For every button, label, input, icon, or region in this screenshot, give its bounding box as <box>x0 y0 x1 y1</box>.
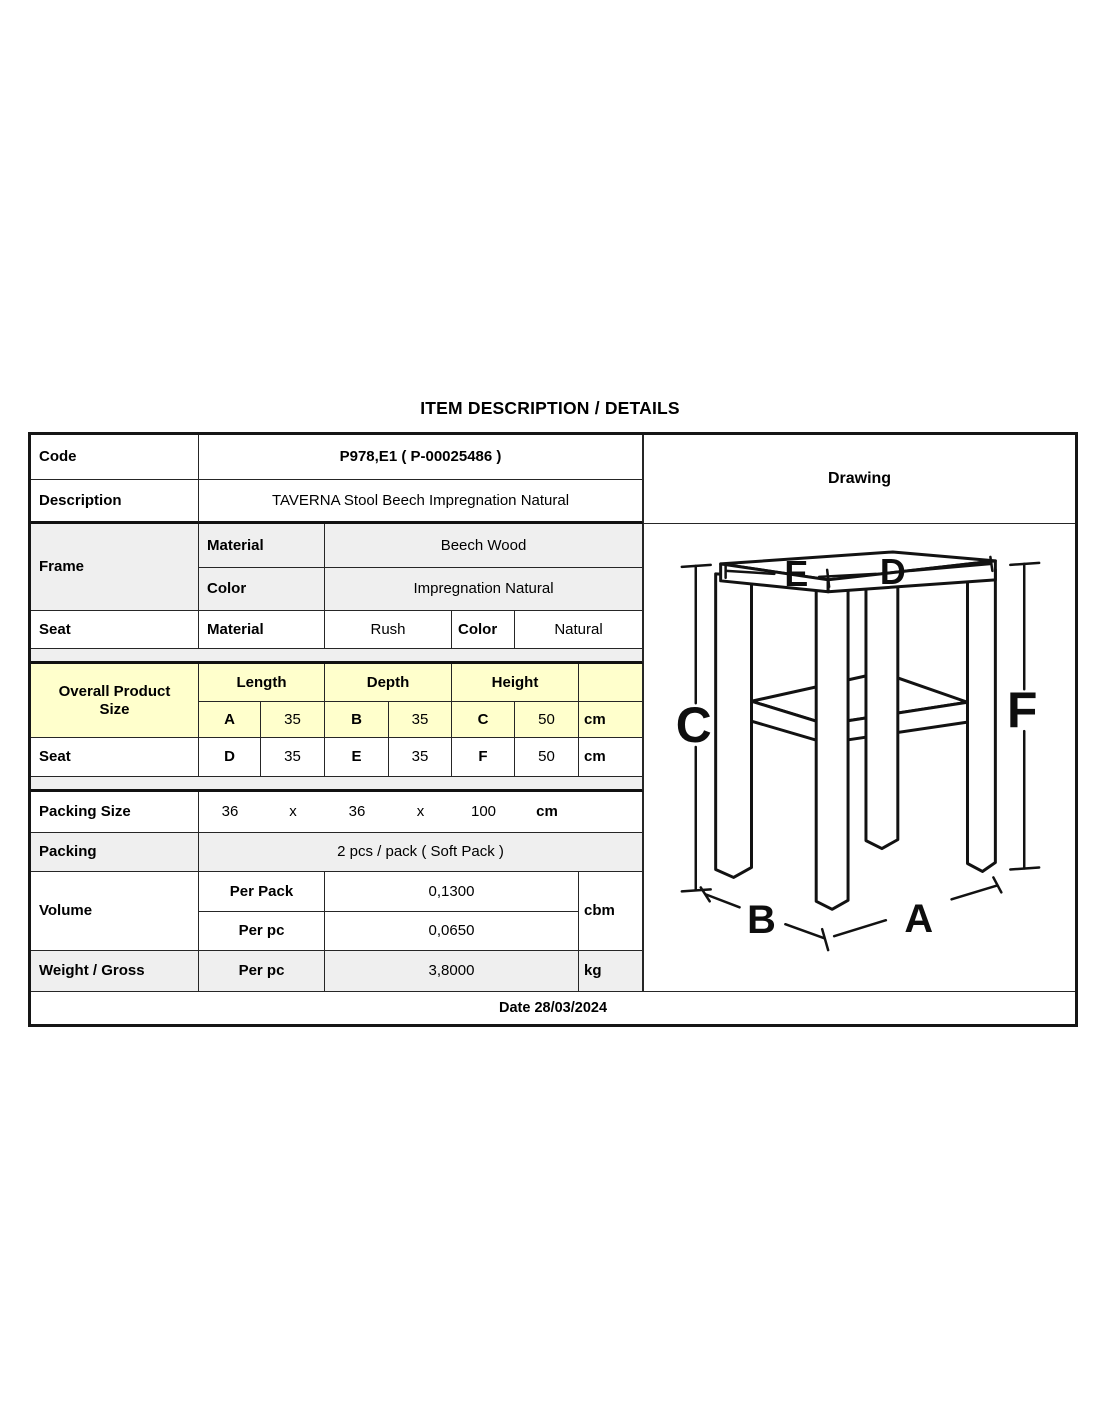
page-title: ITEM DESCRIPTION / DETAILS <box>420 398 680 418</box>
packing-size-unit: cm <box>515 792 579 833</box>
volume-per-pack-label: Per Pack <box>199 872 325 912</box>
dim-label-f: F <box>1007 682 1038 739</box>
packing-size-dim1: 36 <box>199 792 261 833</box>
volume-per-pc-value: 0,0650 <box>325 912 579 951</box>
stool-back-leg <box>866 556 898 849</box>
size-c-value: 50 <box>515 702 579 738</box>
packing-value: 2 pcs / pack ( Soft Pack ) <box>199 833 643 872</box>
weight-unit: kg <box>579 951 643 992</box>
frame-material-label: Material <box>199 524 325 568</box>
frame-material-value: Beech Wood <box>325 524 643 568</box>
packing-size-dim3: 100 <box>452 792 515 833</box>
drawing-area <box>643 524 1075 992</box>
drawing-header: Drawing <box>643 435 1075 524</box>
description-label: Description <box>31 480 199 524</box>
weight-per-pc-label: Per pc <box>199 951 325 992</box>
overall-size-label: Overall Product Size <box>31 664 199 738</box>
description-value: TAVERNA Stool Beech Impregnation Natural <box>199 480 643 524</box>
size-col-height: Height <box>452 664 579 702</box>
packing-size-spacer <box>579 792 643 833</box>
separator-strip-1 <box>31 649 643 664</box>
weight-value: 3,8000 <box>325 951 579 992</box>
dim-label-d: D <box>879 551 906 592</box>
packing-size-label: Packing Size <box>31 792 199 833</box>
weight-label: Weight / Gross <box>31 951 199 992</box>
seat-size-unit: cm <box>579 738 643 777</box>
size-unit: cm <box>579 702 643 738</box>
size-col-length: Length <box>199 664 325 702</box>
frame-color-label: Color <box>199 568 325 611</box>
volume-unit: cbm <box>579 872 643 951</box>
frame-label: Frame <box>31 524 199 611</box>
seat-color-label: Color <box>452 611 515 649</box>
dim-label-a: A <box>904 897 934 942</box>
separator-strip-2 <box>31 777 643 792</box>
seat-color-value: Natural <box>515 611 643 649</box>
size-c-key: C <box>452 702 515 738</box>
frame-color-value: Impregnation Natural <box>325 568 643 611</box>
seat-f-key: F <box>452 738 515 777</box>
packing-label: Packing <box>31 833 199 872</box>
stool-left-leg <box>716 574 752 878</box>
seat-size-label: Seat <box>31 738 199 777</box>
seat-label: Seat <box>31 611 199 649</box>
seat-e-value: 35 <box>389 738 452 777</box>
code-value: P978,E1 ( P-00025486 ) <box>199 435 643 480</box>
seat-d-key: D <box>199 738 261 777</box>
seat-d-value: 35 <box>261 738 325 777</box>
packing-size-dim2: 36 <box>325 792 389 833</box>
size-a-key: A <box>199 702 261 738</box>
seat-e-key: E <box>325 738 389 777</box>
dim-label-c: C <box>675 697 712 754</box>
size-col-depth: Depth <box>325 664 452 702</box>
size-b-key: B <box>325 702 389 738</box>
seat-material-value: Rush <box>325 611 452 649</box>
code-label: Code <box>31 435 199 480</box>
packing-size-sep2: x <box>389 792 452 833</box>
volume-label: Volume <box>31 872 199 951</box>
volume-per-pc-label: Per pc <box>199 912 325 951</box>
date-footer: Date 28/03/2024 <box>31 992 1075 1024</box>
packing-size-sep1: x <box>261 792 325 833</box>
volume-per-pack-value: 0,1300 <box>325 872 579 912</box>
seat-f-value: 50 <box>515 738 579 777</box>
dim-label-e: E <box>784 553 809 594</box>
stool-drawing <box>644 524 1074 990</box>
stool-right-leg <box>967 568 995 872</box>
spec-table <box>28 432 1078 1027</box>
size-col-unit-spacer <box>579 664 643 702</box>
size-b-value: 35 <box>389 702 452 738</box>
seat-material-label: Material <box>199 611 325 649</box>
size-a-value: 35 <box>261 702 325 738</box>
dim-label-b: B <box>747 898 776 943</box>
stool-front-leg <box>816 586 848 909</box>
